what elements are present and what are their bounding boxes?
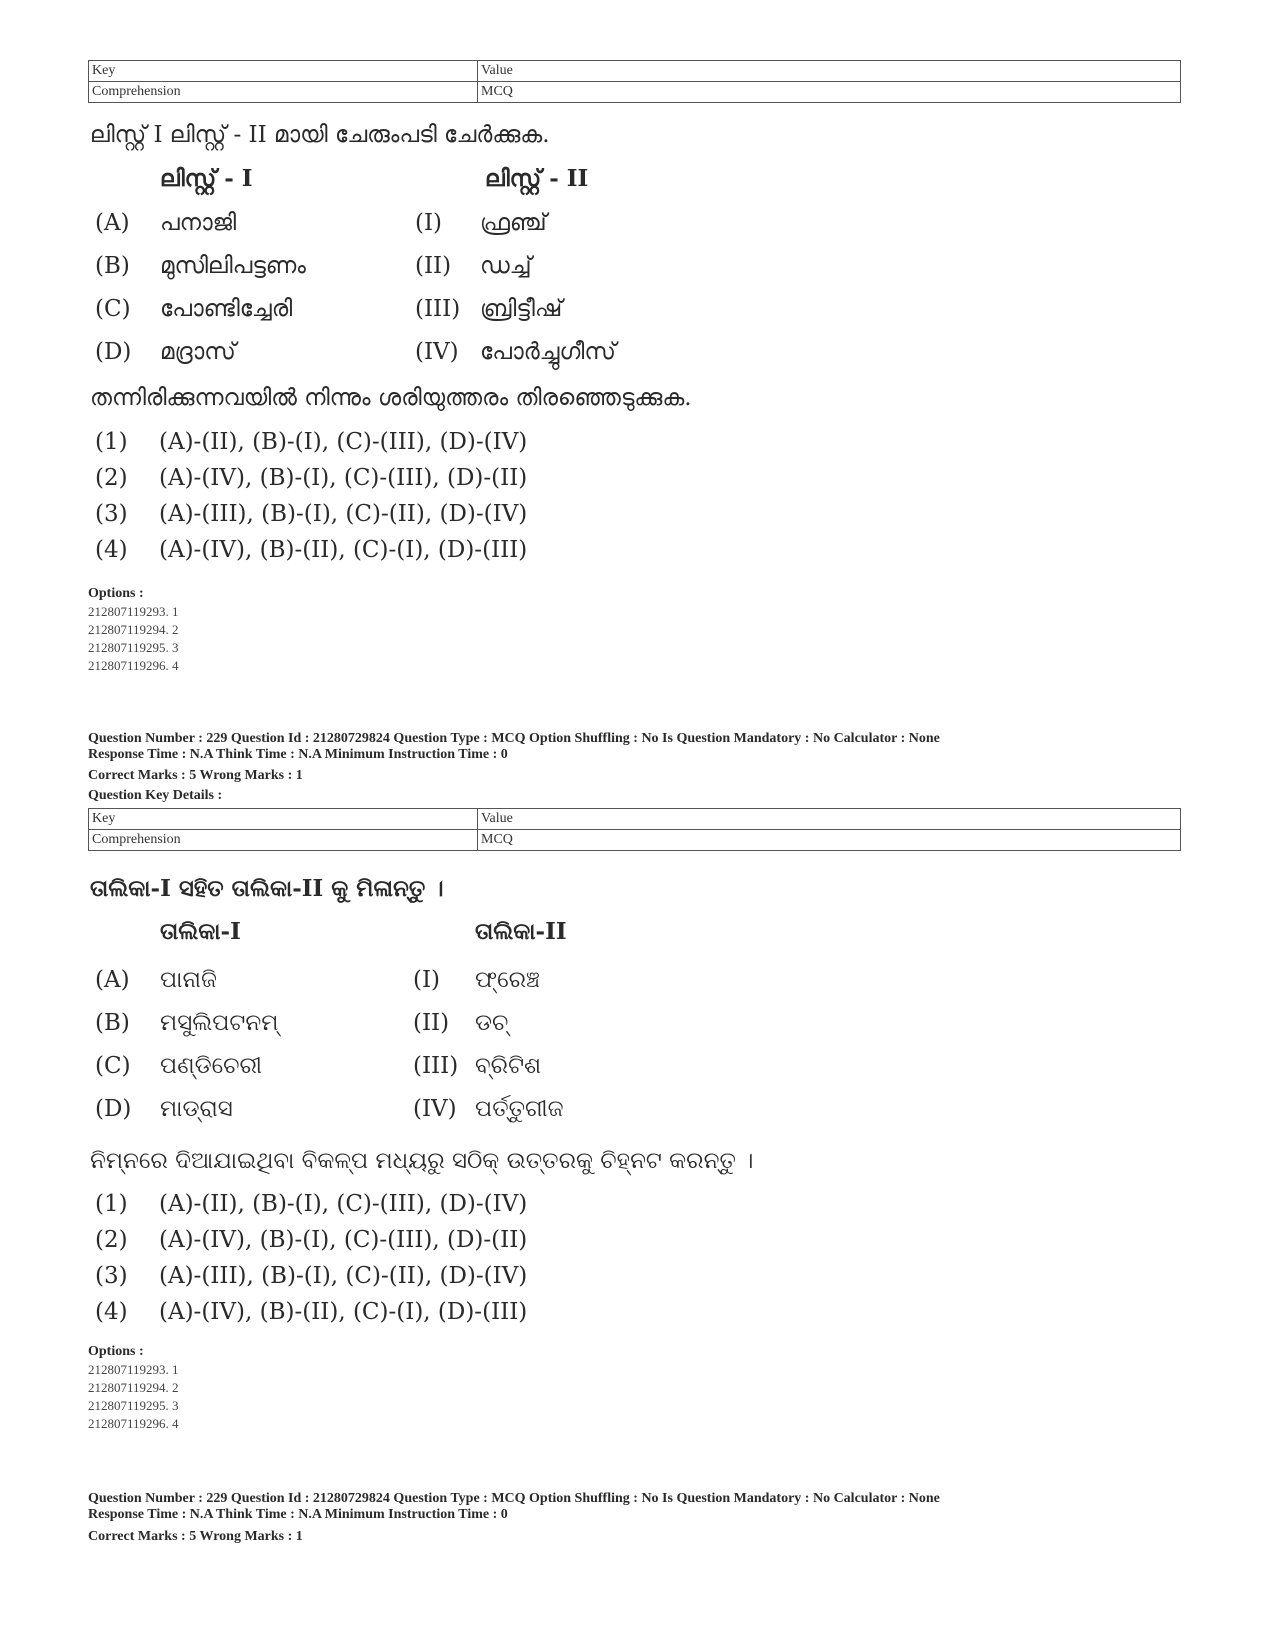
option-id: 212807119295. 3 [88, 1398, 179, 1413]
answer-number: (1) [95, 429, 128, 455]
row-item: ପଣ୍ଡିଚେରୀ [160, 1053, 262, 1079]
answer-text: (A)-(IV), (B)-(I), (C)-(III), (D)-(II) [159, 465, 528, 491]
row-match: ബ്രിട്ടീഷ് [480, 296, 563, 322]
list-2-heading: ലിസ്റ്റ് - II [485, 165, 589, 192]
option-id: 212807119296. 4 [88, 658, 179, 673]
instruction-text: തന്നിരിക്കുന്നവയിൽ നിന്നും ശരിയുത്തരം തിരഞ്ഞെടുക്കുക. [90, 385, 692, 411]
options-label: Options : [88, 586, 144, 601]
row-match: ପର୍ତ୍ତୁଗୀଜ [475, 1096, 564, 1122]
row-item: ମାଡ୍ରାସ [160, 1096, 233, 1122]
row-letter: (B) [95, 253, 130, 279]
row-letter: (C) [95, 1053, 131, 1079]
row-match: ବ୍ରିଟିଶ [475, 1053, 542, 1079]
row-numeral: (IV) [413, 1096, 457, 1122]
match-row [95, 332, 895, 372]
row-item: മദ്രാസ് [160, 339, 236, 365]
answer-choice [95, 1222, 527, 1258]
list-1-heading: ତାଲିକା-I [160, 918, 241, 945]
row-item: ମସୁଲିପଟନମ୍ [160, 1010, 279, 1036]
row-numeral: (II) [415, 253, 452, 279]
answer-number: (3) [95, 1263, 128, 1289]
answer-number: (2) [95, 465, 128, 491]
answer-text: (A)-(IV), (B)-(II), (C)-(I), (D)-(III) [159, 537, 528, 563]
marks-line: Correct Marks : 5 Wrong Marks : 1 [88, 768, 303, 783]
table-key-header: Key [89, 61, 478, 82]
row-letter: (D) [95, 339, 132, 365]
match-row [95, 289, 895, 329]
answer-text: (A)-(II), (B)-(I), (C)-(III), (D)-(IV) [159, 429, 528, 455]
answer-choice [95, 1294, 527, 1330]
answer-number: (1) [95, 1191, 128, 1217]
answer-text: (A)-(II), (B)-(I), (C)-(III), (D)-(IV) [159, 1191, 528, 1217]
table-key-cell: Comprehension [89, 830, 478, 851]
answer-choice [95, 1258, 527, 1294]
answer-text: (A)-(III), (B)-(I), (C)-(II), (D)-(IV) [159, 501, 528, 527]
answer-text: (A)-(IV), (B)-(II), (C)-(I), (D)-(III) [159, 1299, 528, 1325]
key-value-table [88, 60, 1181, 103]
answer-number: (2) [95, 1227, 128, 1253]
option-id: 212807119295. 3 [88, 640, 179, 655]
row-letter: (A) [95, 967, 130, 993]
row-letter: (B) [95, 1010, 130, 1036]
row-numeral: (III) [415, 296, 461, 322]
row-numeral: (I) [413, 967, 441, 993]
list-2-heading: ତାଲିକା-II [475, 918, 567, 945]
answer-number: (4) [95, 537, 128, 563]
match-row [95, 246, 895, 286]
row-numeral: (I) [415, 210, 443, 236]
row-match: ഡച്ച് [480, 253, 532, 279]
row-letter: (D) [95, 1096, 132, 1122]
row-letter: (C) [95, 296, 131, 322]
answer-choice [95, 496, 527, 532]
row-match: ଫ୍ରେଞ୍ଚ [475, 967, 540, 993]
answer-choice [95, 532, 527, 568]
answer-choice [95, 460, 527, 496]
key-value-table [88, 808, 1181, 851]
row-match: പോർച്ചുഗീസ് [480, 339, 616, 365]
match-row [95, 1089, 895, 1129]
response-time-line: Response Time : N.A Think Time : N.A Minimum Instruction Time : 0 [88, 747, 508, 762]
option-id: 212807119293. 1 [88, 1362, 179, 1377]
match-row [95, 203, 895, 243]
match-row [95, 1003, 895, 1043]
row-item: പോണ്ടിച്ചേരി [160, 296, 293, 322]
row-numeral: (II) [413, 1010, 450, 1036]
row-numeral: (III) [413, 1053, 459, 1079]
answer-number: (3) [95, 501, 128, 527]
response-time-line: Response Time : N.A Think Time : N.A Minimum Instruction Time : 0 [88, 1507, 508, 1522]
question-text: ତାଲିକା-I ସହିତ ତାଲିକା-II କୁ ମିଳାନ୍ତୁ । [90, 875, 444, 902]
option-id: 212807119294. 2 [88, 1380, 179, 1395]
answer-choice [95, 1186, 527, 1222]
row-match: ଡଚ୍ [475, 1010, 509, 1036]
marks-line: Correct Marks : 5 Wrong Marks : 1 [88, 1529, 303, 1544]
answer-number: (4) [95, 1299, 128, 1325]
table-key-cell: Comprehension [89, 82, 478, 103]
instruction-text: ନିମ୍ନରେ ଦିଆଯାଇଥିବା ବିକଳ୍ପ ମଧ୍ୟରୁ ସଠିକ୍ ଉତ୍ତରକୁ ଚିହ୍ନଟ କରନ୍ତୁ । [90, 1148, 754, 1174]
row-numeral: (IV) [415, 339, 459, 365]
key-details-label: Question Key Details : [88, 788, 223, 803]
question-meta-line: Question Number : 229 Question Id : 21280729824 Question Type : MCQ Option Shuffling : No Is Question Mandatory : No Calculator : None [88, 731, 940, 746]
match-row [95, 1046, 895, 1086]
question-text: ലിസ്റ്റ് I ലിസ്റ്റ് - II മായി ചേരുംപടി ചേർക്കുക. [90, 122, 550, 148]
row-item: ପାନାଜି [160, 967, 217, 993]
table-value-cell: MCQ [478, 82, 1181, 103]
options-label: Options : [88, 1344, 144, 1359]
list-1-heading: ലിസ്റ്റ് - I [160, 165, 253, 192]
row-match: ഫ്രഞ്ച് [480, 210, 547, 236]
option-id: 212807119293. 1 [88, 604, 179, 619]
table-key-header: Key [89, 809, 478, 830]
row-item: മുസിലിപട്ടണം [160, 253, 306, 279]
question-meta-line: Question Number : 229 Question Id : 21280729824 Question Type : MCQ Option Shuffling : No Is Question Mandatory : No Calculator : None [88, 1491, 940, 1506]
option-id: 212807119296. 4 [88, 1416, 179, 1431]
answer-text: (A)-(IV), (B)-(I), (C)-(III), (D)-(II) [159, 1227, 528, 1253]
row-item: പനാജി [160, 210, 237, 236]
table-value-cell: MCQ [478, 830, 1181, 851]
table-value-header: Value [478, 809, 1181, 830]
row-letter: (A) [95, 210, 130, 236]
option-id: 212807119294. 2 [88, 622, 179, 637]
answer-text: (A)-(III), (B)-(I), (C)-(II), (D)-(IV) [159, 1263, 528, 1289]
match-row [95, 960, 895, 1000]
table-value-header: Value [478, 61, 1181, 82]
answer-choice [95, 424, 527, 460]
